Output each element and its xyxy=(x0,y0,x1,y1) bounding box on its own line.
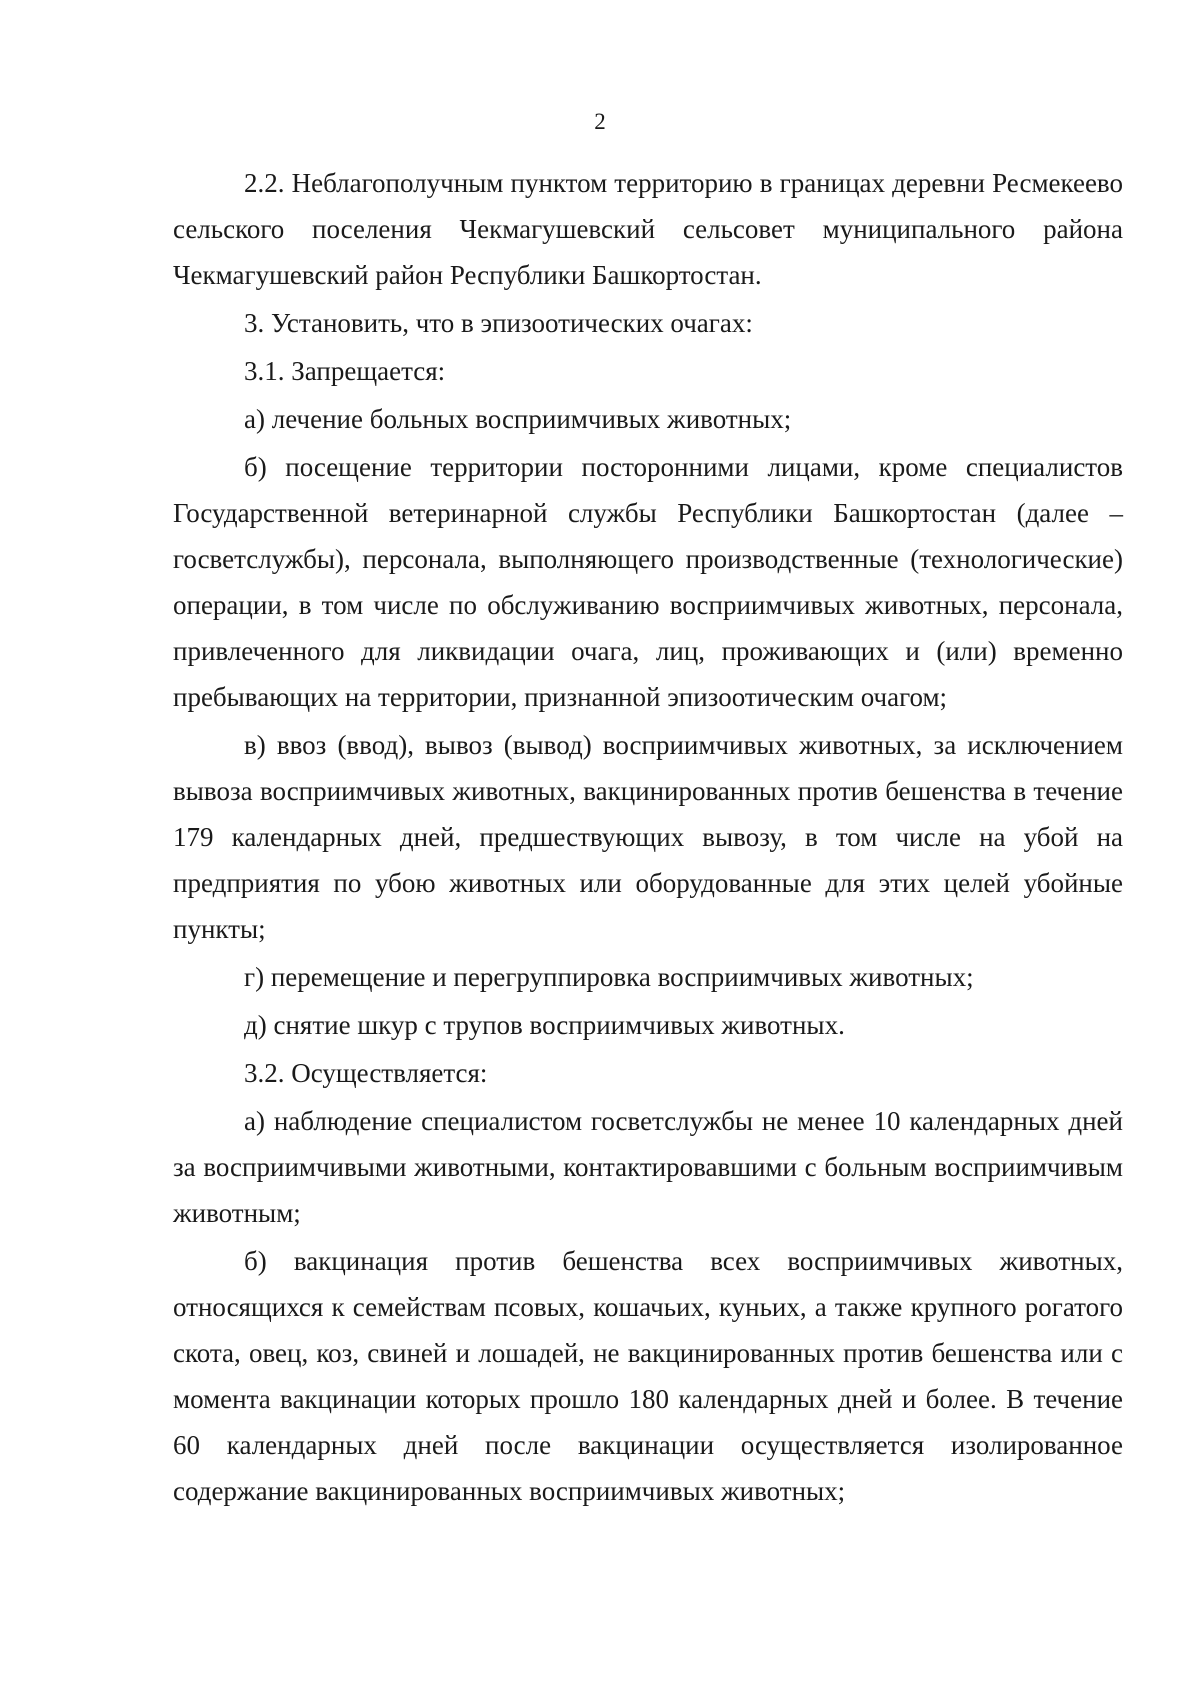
paragraph-3-1-d: д) снятие шкур с трупов восприимчивых животных. xyxy=(244,1010,845,1040)
paragraph-3-1-v: в) ввоз (ввод), вывоз (вывод) восприимчивых животных, за исключением вывоза восприимчивых животных, вакцинированных против бешенства в течение 179 календарных дней, предшествующих вывозу, в том числе на убой на предприятия по убою животных или оборудованные для этих целей убойные пункты; xyxy=(173,730,1123,944)
paragraph-3-2-a: а) наблюдение специалистом госветслужбы не менее 10 календарных дней за восприимчивыми животными, контактировавшими с больным восприимчивым животным; xyxy=(173,1106,1123,1228)
paragraph-3-1-b: б) посещение территории посторонними лицами, кроме специалистов Государственной ветеринарной службы Республики Башкортостан (далее – госветслужбы), персонала, выполняющего производственные (технологические) операции, в том числе по обслуживанию восприимчивых животных, персонала, привлеченного для ликвидации очага, лиц, проживающих и (или) временно пребывающих на территории, признанной эпизоотическим очагом; xyxy=(173,452,1123,712)
page-number: 2 xyxy=(594,109,606,134)
paragraph-2-2: 2.2. Неблагополучным пунктом территорию в границах деревни Ресмекеево сельского поселения Чекмагушевский сельсовет муниципального района Чекмагушевский район Республики Башкортостан. xyxy=(173,168,1123,290)
paragraph-3-1-a: а) лечение больных восприимчивых животных; xyxy=(244,404,792,434)
paragraph-3: 3. Установить, что в эпизоотических очагах: xyxy=(244,308,753,338)
paragraph-3-2: 3.2. Осуществляется: xyxy=(244,1058,488,1088)
paragraph-3-1: 3.1. Запрещается: xyxy=(244,356,446,386)
paragraph-3-1-g: г) перемещение и перегруппировка восприимчивых животных; xyxy=(244,962,974,992)
document-body xyxy=(173,160,1123,1516)
paragraph-3-2-b: б) вакцинация против бешенства всех восприимчивых животных, относящихся к семействам псовых, кошачьих, куньих, а также крупного рогатого скота, овец, коз, свиней и лошадей, не вакцинированных против бешенства или с момента вакцинации которых прошло 180 календарных дней и более. В течение 60 календарных дней после вакцинации осуществляется изолированное содержание вакцинированных восприимчивых животных; xyxy=(173,1246,1123,1506)
